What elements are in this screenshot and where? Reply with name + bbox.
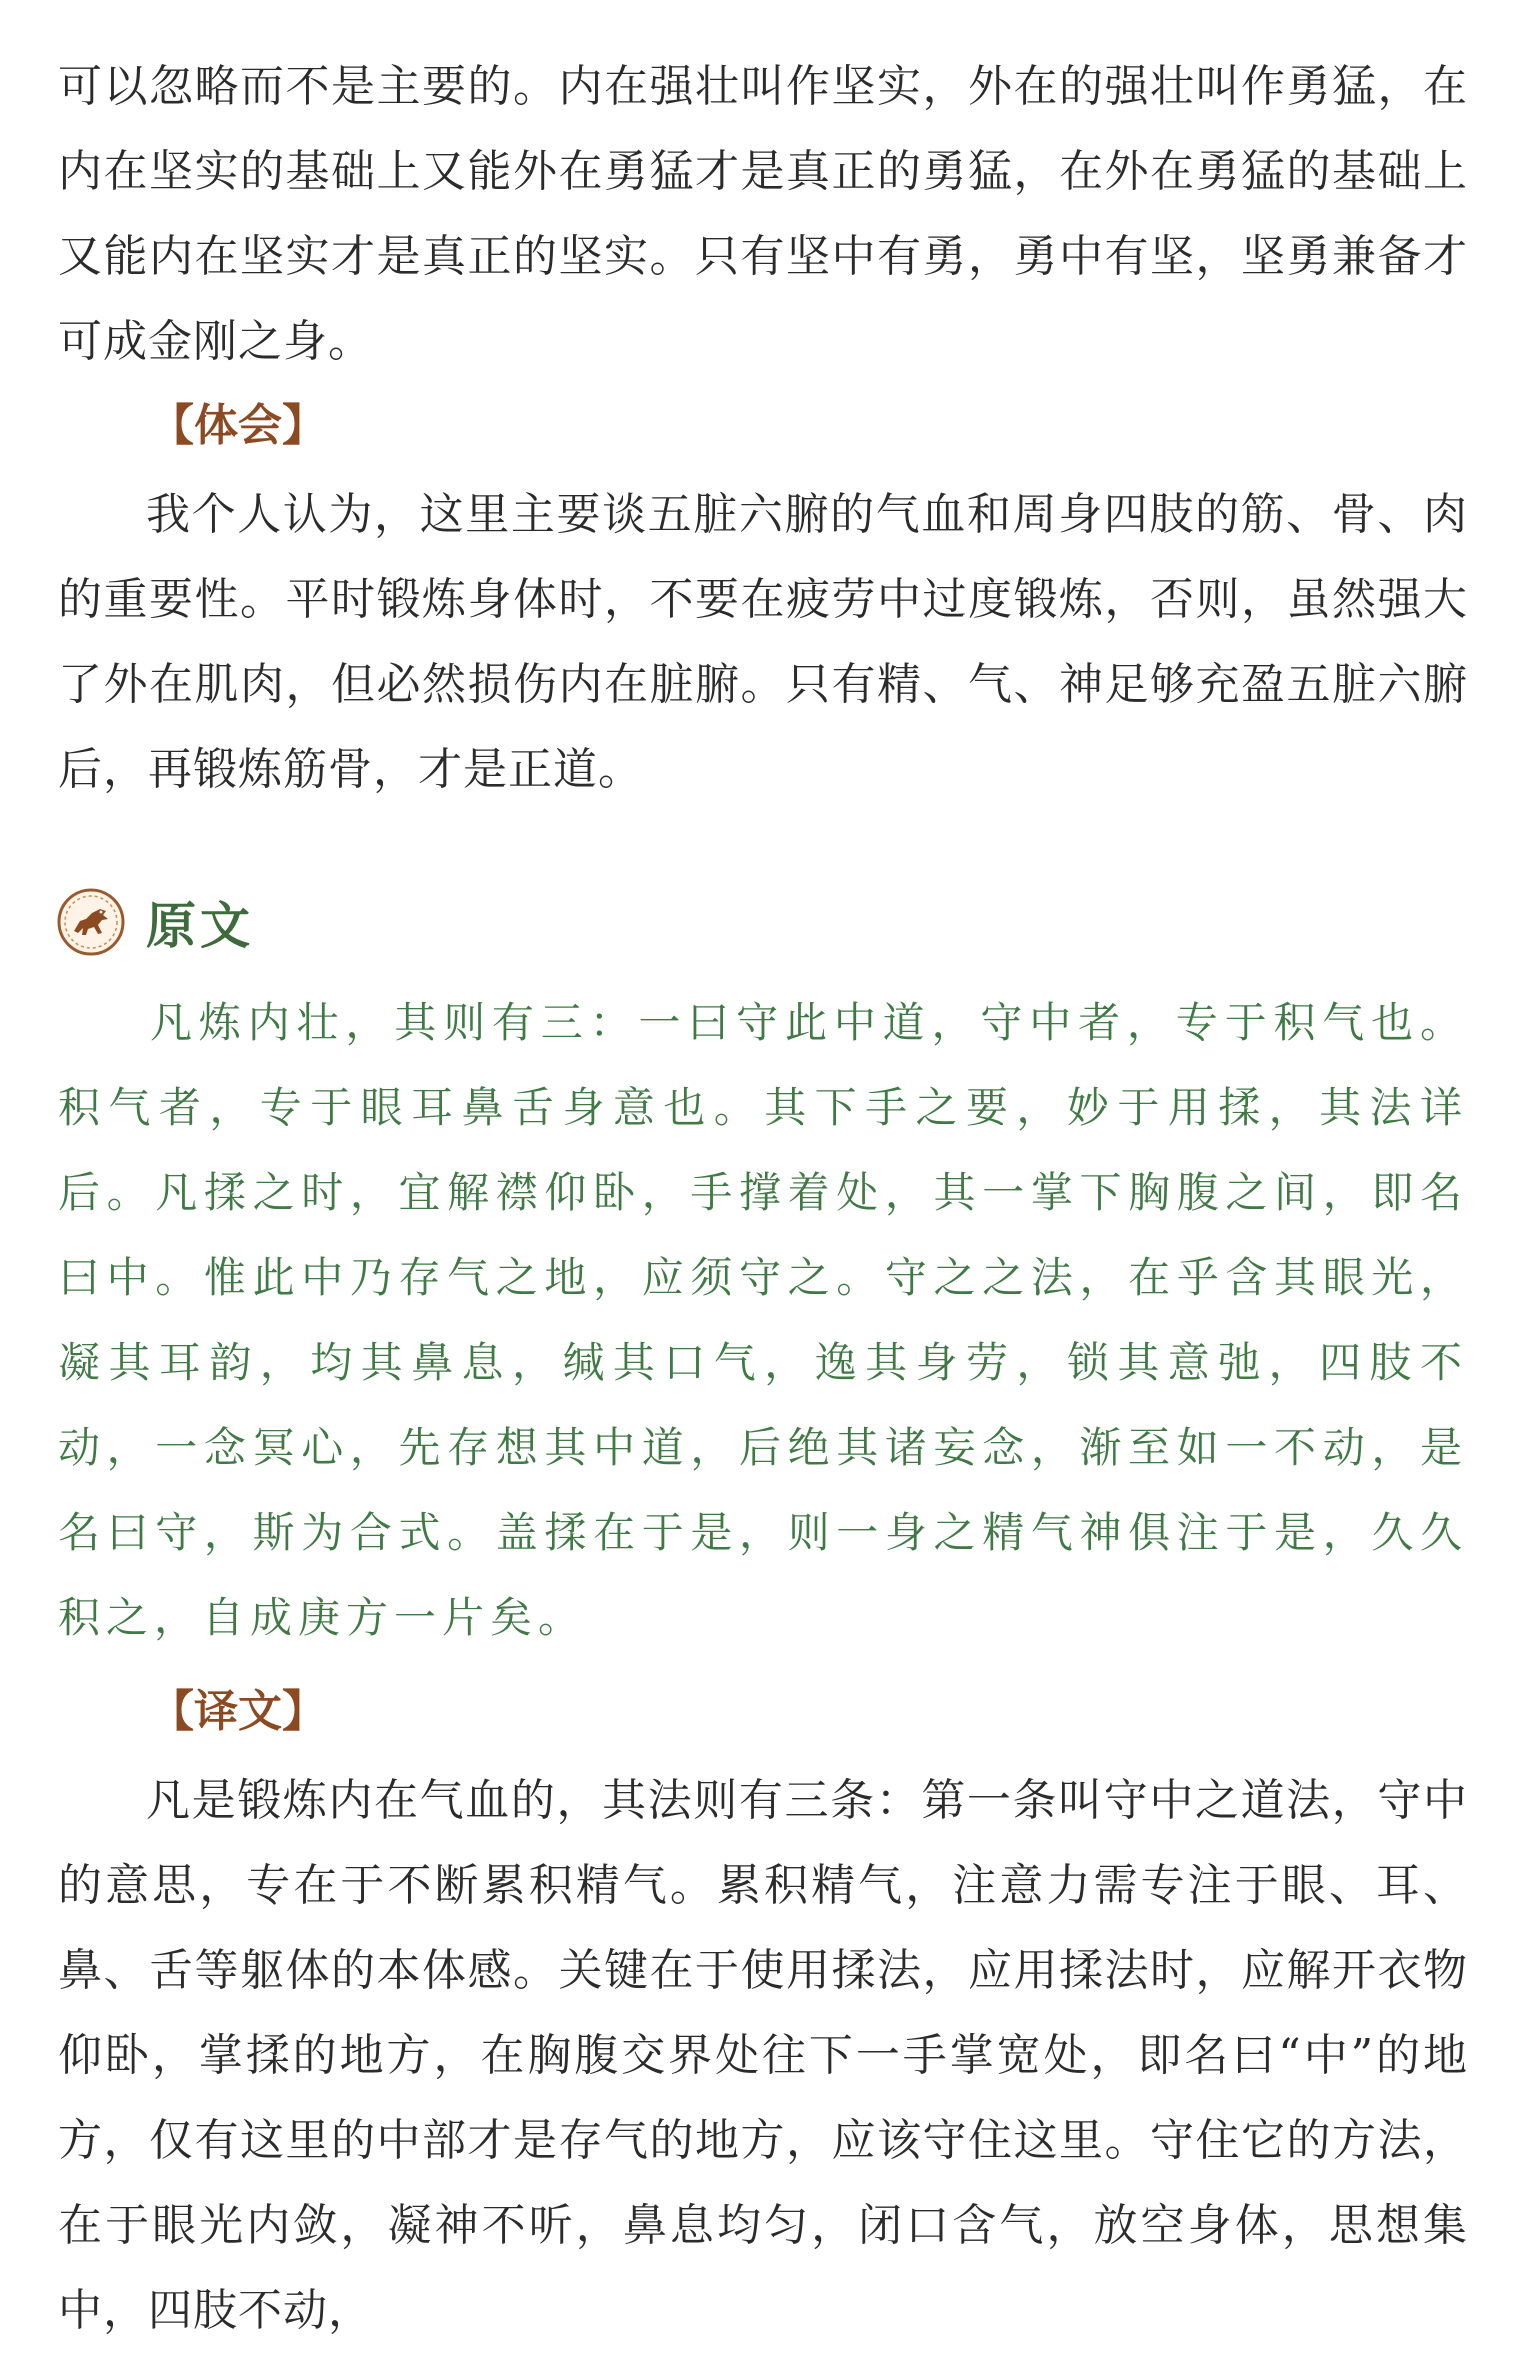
- tihui-open-bracket: 【: [150, 400, 194, 451]
- yiwen-label: [150, 1682, 326, 1742]
- tihui-label-text: 体会: [194, 400, 282, 451]
- yiwen-close-bracket: 】: [282, 1686, 326, 1737]
- horse-seal-icon: [56, 887, 126, 957]
- yuanwen-classic-text: 凡炼内壮，其则有三：一曰守此中道，守中者，专于积气也。积气者，专于眼耳鼻舌身意也。其下手之要，妙于用揉，其法详后。凡揉之时，宜解襟仰卧，手撑着处，其一掌下胸腹之间，即名曰中。惟此中乃存气之地，应须守之。守之之法，在乎含其眼光，凝其耳韵，均其鼻息，缄其口气，逸其身劳，锁其意弛，四肢不动，一念冥心，先存想其中道，后绝其诸妄念，渐至如一不动，是名曰守，斯为合式。盖揉在于是，则一身之精气神俱注于是，久久积之，自成庚方一片矣。: [58, 998, 1468, 1642]
- intro-paragraph: 可以忽略而不是主要的。内在强壮叫作坚实，外在的强壮叫作勇猛，在内在坚实的基础上又能外在勇猛才是真正的勇猛，在外在勇猛的基础上又能内在坚实才是真正的坚实。只有坚中有勇，勇中有坚，坚勇兼备才可成金刚之身。: [58, 61, 1468, 367]
- yiwen-open-bracket: 【: [150, 1686, 194, 1737]
- tihui-label: [150, 396, 326, 456]
- tihui-close-bracket: 】: [282, 400, 326, 451]
- yuanwen-section-header: [56, 884, 254, 960]
- tihui-paragraph: 我个人认为，这里主要谈五脏六腑的气血和周身四肢的筋、骨、肉的重要性。平时锻炼身体时，不要在疲劳中过度锻炼，否则，虽然强大了外在肌肉，但必然损伤内在脏腑。只有精、气、神足够充盈五脏六腑后，再锻炼筋骨，才是正道。: [58, 489, 1468, 795]
- yiwen-label-text: 译文: [194, 1686, 282, 1737]
- yiwen-paragraph: 凡是锻炼内在气血的，其法则有三条：第一条叫守中之道法，守中的意思，专在于不断累积精气。累积精气，注意力需专注于眼、耳、鼻、舌等躯体的本体感。关键在于使用揉法，应用揉法时，应解开衣物仰卧，掌揉的地方，在胸腹交界处往下一手掌宽处，即名曰“中”的地方，仅有这里的中部才是存气的地方，应该守住这里。守住它的方法，在于眼光内敛，凝神不听，鼻息均匀，闭口含气，放空身体，思想集中，四肢不动，: [58, 1775, 1468, 2336]
- yuanwen-title: 原文: [146, 897, 254, 955]
